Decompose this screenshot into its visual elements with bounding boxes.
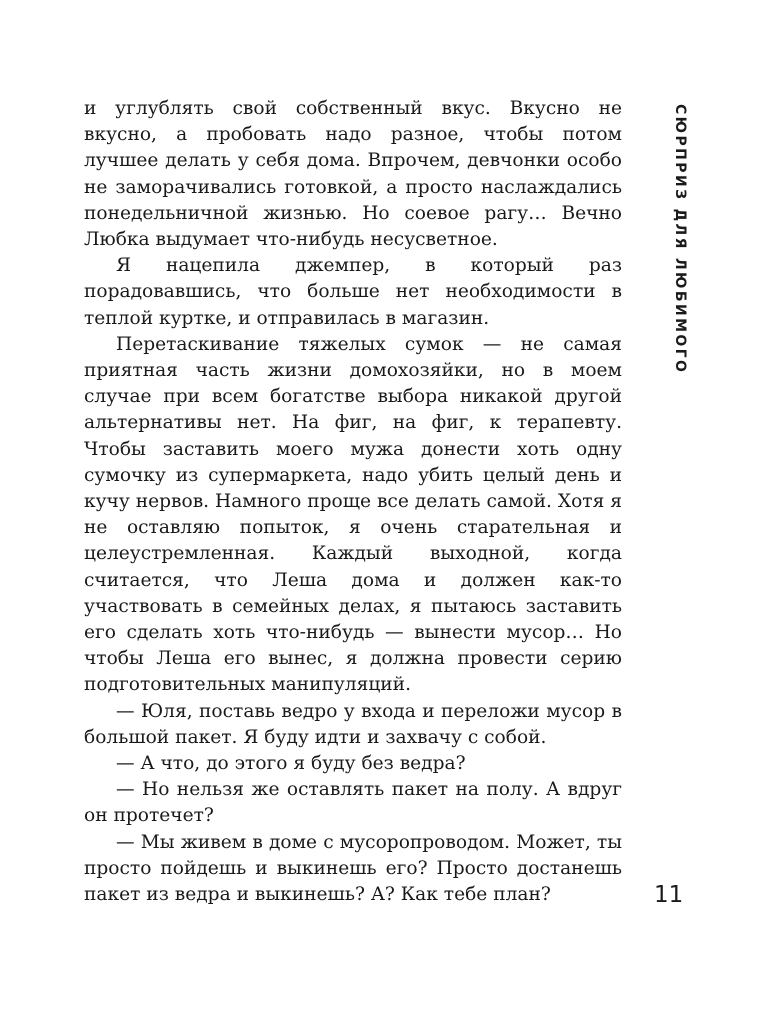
- dialogue-line: — А что, до этого я буду без ведра?: [116, 753, 466, 775]
- running-title: СЮРПРИЗ ДЛЯ ЛЮБИМОГО: [672, 104, 688, 375]
- dialogue-line: — Юля, поставь ведро у входа и переложи мусор в большой пакет. Я буду идти и захвачу с собой.: [84, 700, 622, 748]
- page-number: 11: [654, 882, 684, 908]
- page-body-text: [84, 96, 622, 908]
- paragraph: Я нацепила джемпер, в который раз порадовавшись, что больше нет необходимости в теплой куртке, и отправилась в магазин.: [84, 255, 622, 329]
- paragraph: Перетаскивание тяжелых сумок — не самая приятная часть жизни домохозяйки, но в моем случае при всем богатстве выбора никакой другой альтернативы нет. На фиг, на фиг, к терапевту. Чтобы заставить моего мужа донести хоть одну сумочку из супермаркета, надо убить целый день и кучу нервов. Намного проще все делать самой. Хотя я не оставляю попыток, я очень старательная и целеустремленная. Каждый выходной, когда считается, что Леша дома и должен как-то участвовать в семейных делах, я пытаюсь заставить его сделать хоть что-нибудь — вынести мусор… Но чтобы Леша его вынес, я должна провести серию подготовительных манипуляций.: [84, 333, 622, 696]
- dialogue-line: — Мы живем в доме с мусоропроводом. Может, ты просто пойдешь и выкинешь его? Просто достанешь пакет из ведра и выкинешь? А? Как тебе план?: [84, 831, 622, 906]
- dialogue-line: — Но нельзя же оставлять пакет на полу. А вдруг он протечет?: [84, 779, 622, 827]
- paragraph: и углублять свой собственный вкус. Вкусно не вкусно, а пробовать надо разное, чтобы потом лучшее делать у себя дома. Впрочем, девчонки особо не заморачивались готовкой, а просто наслаждались понедельничной жизнью. Но соевое рагу… Вечно Любка выдумает что-нибудь несусветное.: [84, 98, 622, 251]
